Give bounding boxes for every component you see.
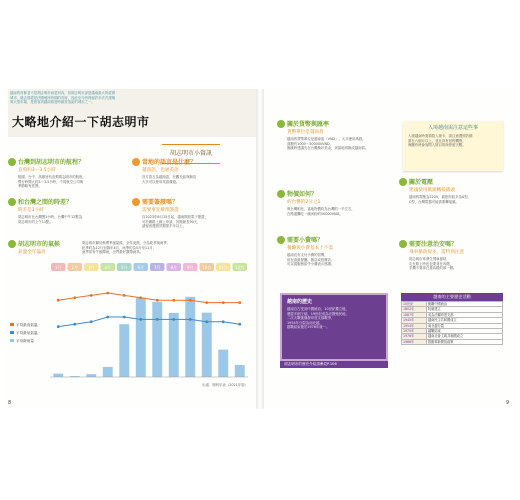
rain-bar [169,313,179,377]
high-temp-point [73,296,76,299]
month-label: 7月 [153,265,161,270]
q4-question [132,197,178,206]
question-icon [8,158,16,166]
low-temp-point [222,320,225,323]
question-icon [8,198,16,206]
low-temp-line [58,317,240,327]
entry-tips-note: 入境越南需注意這些事 入境越南時需填寫入境卡，請注意護照效期 需在六個月以上，並且持有回程機票。 海關有時會詢問入境目的與停留天數。 [403,121,503,171]
low-temp-point [73,323,76,326]
legend-swatch [10,339,14,342]
rain-bar [103,367,113,377]
weather-text: 胡志明市的氣候 [18,241,61,248]
intro-line: 越南的首都並不是胡志明市而是河內，但胡志明市卻是越南最大的經濟 [10,91,116,95]
q6-answer: 約台幣的2分之1 [287,200,321,205]
table-row: 1975年 越戰結束 [402,329,503,334]
q2-body: 官方語言為越南語，在觀光區與飯店 大多可以使用英語溝通。 [142,175,197,184]
high-temp-point [156,299,159,302]
table-row: 1887年 成為法屬印度支那 [402,312,503,317]
warning-icon [399,240,407,248]
q4-body: 自2023年8月15日起，越南開放電子簽證， 可於網路上線上申請，效期最長90天， 請留意護照效期需半年以上。 [142,215,208,229]
q9-body: 胡志明市常發生飛車搶劫， 走在路上時包包要背在內側， 手機不要拿在靠馬路的那一側。 [409,257,457,271]
right-page [263,89,515,409]
low-temp-point [205,320,208,323]
q5-text: 關於貨幣與匯率 [287,121,330,128]
table-row: 1986年 推動革新開放政策 [402,339,503,344]
high-temp-point [172,299,175,302]
month-label: 8月 [170,265,178,270]
q8-answer: 建議使用萬國轉接插頭 [409,188,455,193]
low-temp-point [57,325,60,328]
high-temp-point [139,296,142,299]
low-temp-point [172,318,175,321]
q7-text: 需要小費嗎？ [287,237,324,244]
plug-icon [399,178,407,186]
q1-text: 台灣到胡志明市的航程？ [18,159,85,166]
page-number-right: 9 [505,400,509,406]
q9-answer: 飛車搶劫很多，需特別注意 [409,250,465,255]
q5-answer: 貨幣單位是越南盾 [287,130,324,135]
question-icon [277,190,285,198]
q4-text: 需要簽證嗎？ [142,199,179,206]
low-temp-point [123,316,126,319]
legend-label: 平均最高氣溫 [16,323,38,327]
q8-question [399,177,433,186]
month-label: 6月 [137,265,145,270]
q1-answer: 直飛約3～3.5小時 [18,168,56,173]
high-temp-point [238,301,241,304]
q7-question [277,235,323,244]
q7-answer: 餐廳與小費基本上不需 [287,246,333,251]
q1-body: 桃園、台中、高雄皆有直飛胡志明市的航班， 飛行時間大約3～3.5小時，不同航空公司與 季節略有差異。 [18,175,86,189]
low-temp-point [238,323,241,326]
month-label: 12月 [235,265,245,270]
rain-bar [152,302,162,377]
rain-bar [185,297,195,377]
month-label: 4月 [104,265,112,270]
q9-text: 需要注意治安嗎？ [409,241,458,248]
timeline-title: 越南的主要歷史活動 [401,293,503,301]
high-temp-point [205,301,208,304]
q5-body: 越南的貨幣單位是越南盾（VND），大多使用紙鈔， 面額有1000～500000VND， 換匯時建議先在台灣換好美金，到當地再換成越南盾。 [287,137,369,151]
high-temp-point [222,301,225,304]
low-temp-point [106,316,109,319]
entry-tips-title: 入境越南需注意這些事 [427,125,478,131]
page-number-left: 8 [8,400,12,406]
q3-question [8,197,72,206]
question-icon [277,120,285,128]
q8-body: 越南的電壓為220V，插座形狀多為A型、 C型，台灣電器可能需要轉接頭。 [409,195,471,204]
rain-bar [235,365,245,377]
table-row: 1954年 南北越分裂 [402,323,503,328]
q3-answer: 時差是1小時 [18,208,44,213]
low-temp-point [139,318,142,321]
rain-bar [53,374,63,377]
q6-text: 物價如何？ [287,191,318,198]
table-row: 1802年 阮朝建立 [402,307,503,312]
high-temp-point [106,292,109,295]
low-temp-point [189,318,192,321]
q7-body: 越南沒有支付小費的習慣， 但在高級餐廳、飯店或按摩店， 可以視服務給予小費表示感謝。 [287,253,335,267]
q8-text: 關於電壓 [409,179,434,186]
q3-body: 胡志明市比台灣慢1小時，台灣中午12點為 胡志明市的上午11點。 [18,215,83,224]
info-sign-label: 胡志明市小資訊 [169,150,212,157]
high-temp-point [189,299,192,302]
q5-question [277,119,329,128]
q9-question [399,239,457,248]
legend-label: 平均降雨量 [16,339,34,343]
q6-body: 與台灣相比，當地物價約為台灣的一半左右， 在路邊攤吃一碗河粉約50000VND。 [287,207,355,216]
rain-bar [218,350,228,377]
left-page [4,89,257,409]
question-icon [132,158,140,166]
weather-answer: 氣溫全年偏高 [18,250,46,255]
month-label: 5月 [120,265,128,270]
q2-text: 當地的語言是什麼？ [142,159,197,166]
high-temp-point [57,299,60,302]
q3-text: 和台灣之間的時差？ [18,199,73,206]
rain-bar [136,298,146,377]
weather-question [8,239,60,248]
month-label: 11月 [218,265,228,270]
q1-question [8,157,84,166]
timeline-table [401,301,503,345]
rain-bar [119,324,129,377]
month-label: 10月 [202,265,212,270]
intro-banner [8,89,257,137]
weather-body: 胡志明市屬於熱帶季風氣候，全年炎熱，分為乾季與雨季， 乾季約為12月至隔年4月，雨季約為5月至11月， 雨季常有午後陣雨，出門最好攜帶雨具。 [82,241,171,255]
q2-answer: 越南語，也通英語 [142,168,179,173]
table-row: 1976年 越南社會主義共和國成立 [402,334,503,339]
book-gutter [256,89,264,409]
low-temp-point [156,318,159,321]
month-label: 1月 [54,265,62,270]
q6-question [277,189,317,198]
history-link[interactable]: 胡志明市的歷史介紹請參見P.106 [280,361,388,368]
rain-bar [86,374,96,377]
history-title: 越南的歷史 [287,299,313,305]
table-row: 1945年 越南民主共和國成立 [402,318,503,323]
history-box: 越南的歷史 越南自古受到中國統治，10世紀獨立後， 歷經多個王朝。19世紀成為法國殖民地， 二次大戰後爆發印度支那戰爭， 1954年分裂為南北越， 越戰結束後於1976年統一。 [280,293,388,361]
q4-answer: 需要事先辦理簽證 [142,208,179,213]
chart-source: 出處：理科年表（2021年版） [202,383,248,387]
low-temp-point [90,320,93,323]
question-icon [132,198,140,206]
high-temp-point [90,294,93,297]
legend-swatch [10,323,14,326]
high-temp-line [58,293,240,303]
table-row: 10世紀 脫離中國統治 [402,302,503,307]
high-temp-point [123,294,126,297]
legend-swatch [10,331,14,334]
legend-label: 平均最低氣溫 [16,331,38,335]
climate-chart [8,259,257,389]
month-label: 3月 [87,265,95,270]
sun-icon [8,240,16,248]
question-icon [277,236,285,244]
month-label: 2月 [71,265,79,270]
intro-line: 與大型市場，是旅客到越南旅遊時最常造訪的城市之一。 [10,100,95,105]
month-label: 9月 [186,265,194,270]
q2-question [132,157,196,166]
intro-line: 城市，過去曾經是法國殖民時期的首府，因此至今仍保留許多法式建築 [10,95,116,100]
page-title: 大略地介紹一下胡志明市 [12,115,150,129]
